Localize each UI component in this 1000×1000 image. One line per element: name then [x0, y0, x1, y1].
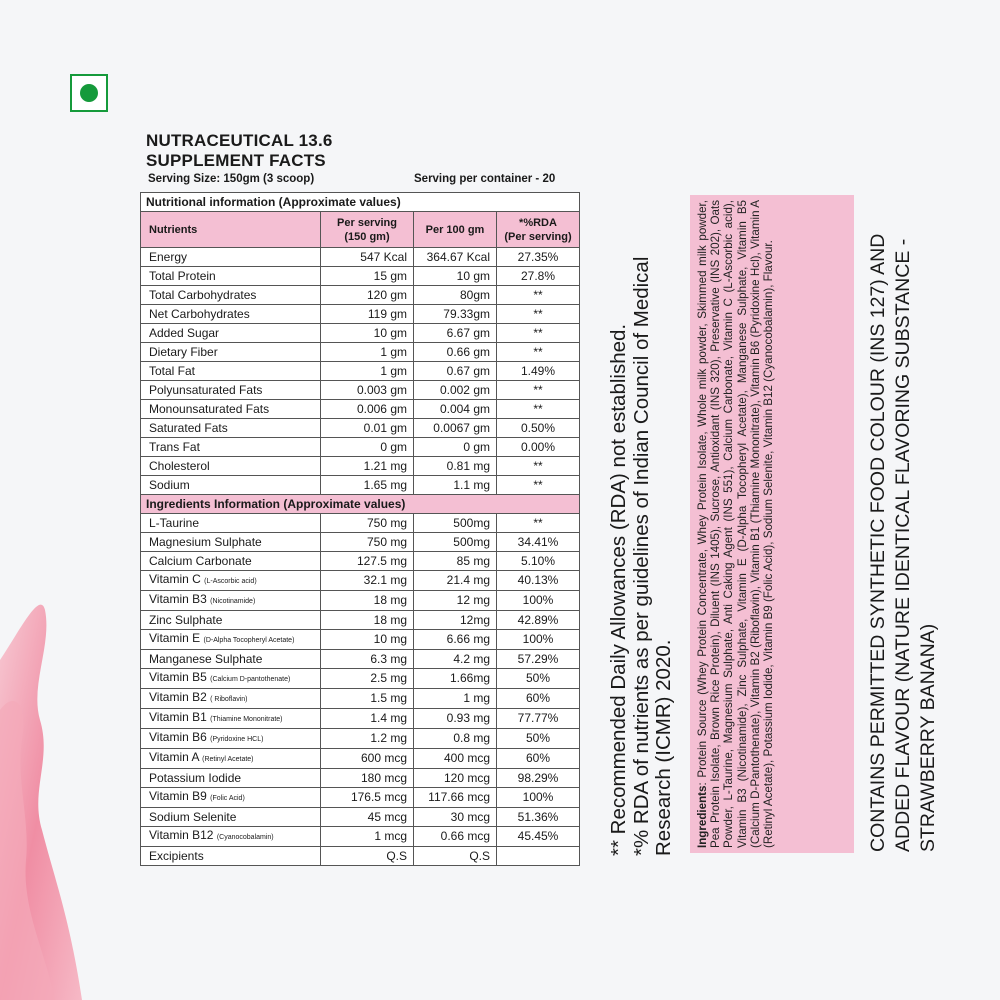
table-row — [141, 571, 580, 591]
row-rda: 100% — [497, 630, 580, 650]
row-per100: 364.67 Kcal — [414, 248, 497, 267]
nutrient-rows — [141, 248, 580, 495]
table-row — [141, 533, 580, 552]
ingredients-section-row — [141, 495, 580, 514]
contains-statement: CONTAINS PERMITTED SYNTHETIC FOOD COLOUR (INS 127) AND ADDED FLAVOUR (NATURE IDENTICAL FLAVORING SUBSTANCE - STRAWBERRY BANANA) — [867, 233, 939, 852]
row-rda: ** — [497, 305, 580, 324]
table-row — [141, 669, 580, 689]
table-row — [141, 305, 580, 324]
row-per100: 1 mg — [414, 689, 497, 709]
table-row — [141, 400, 580, 419]
row-serving: 18 mg — [321, 591, 414, 611]
row-rda: 45.45% — [497, 827, 580, 847]
row-per100: 1.1 mg — [414, 476, 497, 495]
row-per100: 0.8 mg — [414, 729, 497, 749]
table-row — [141, 286, 580, 305]
row-rda: 0.50% — [497, 419, 580, 438]
row-name: Vitamin B5 (Calcium D-pantothenate) — [141, 669, 321, 689]
row-serving: 750 mg — [321, 533, 414, 552]
row-serving: 127.5 mg — [321, 552, 414, 571]
row-serving: 0 gm — [321, 438, 414, 457]
row-rda: 0.00% — [497, 438, 580, 457]
row-serving: 600 mcg — [321, 749, 414, 769]
row-per100: 21.4 mg — [414, 571, 497, 591]
header-nutrients: Nutrients — [141, 212, 321, 248]
table-row — [141, 438, 580, 457]
row-serving: Q.S — [321, 847, 414, 866]
supplement-facts-table — [140, 192, 580, 866]
row-rda: 77.77% — [497, 709, 580, 729]
row-per100: 0.67 gm — [414, 362, 497, 381]
row-serving: 0.01 gm — [321, 419, 414, 438]
row-per100: 1.66mg — [414, 669, 497, 689]
row-per100: 500mg — [414, 514, 497, 533]
row-rda: 27.35% — [497, 248, 580, 267]
row-rda: 57.29% — [497, 650, 580, 669]
table-row — [141, 769, 580, 788]
row-per100: 30 mcg — [414, 808, 497, 827]
row-per100: 400 mcg — [414, 749, 497, 769]
row-rda: ** — [497, 476, 580, 495]
ingredients-label: Ingredients — [696, 785, 709, 848]
row-rda — [497, 847, 580, 866]
row-note: (Folic Acid) — [210, 795, 245, 802]
row-per100: 0 gm — [414, 438, 497, 457]
row-name: Total Protein — [141, 267, 321, 286]
row-name: Vitamin A (Retinyl Acetate) — [141, 749, 321, 769]
row-serving: 2.5 mg — [321, 669, 414, 689]
rda-note-not-established: ** Recommended Daily Allowances (RDA) not established. — [607, 323, 630, 856]
row-serving: 1.2 mg — [321, 729, 414, 749]
row-rda: ** — [497, 381, 580, 400]
table-row — [141, 788, 580, 808]
row-name: Vitamin B3 (Nicotinamide) — [141, 591, 321, 611]
row-per100: 0.004 gm — [414, 400, 497, 419]
table-row — [141, 591, 580, 611]
row-name: Potassium Iodide — [141, 769, 321, 788]
row-name: Vitamin B2 ( Riboflavin) — [141, 689, 321, 709]
table-row — [141, 267, 580, 286]
row-per100: Q.S — [414, 847, 497, 866]
row-serving: 119 gm — [321, 305, 414, 324]
row-name: Zinc Sulphate — [141, 611, 321, 630]
strawberry-milk-splash-image — [0, 590, 90, 1000]
table-row — [141, 749, 580, 769]
row-serving: 1.4 mg — [321, 709, 414, 729]
row-serving: 176.5 mcg — [321, 788, 414, 808]
row-name: Vitamin B12 (Cyanocobalamin) — [141, 827, 321, 847]
row-name: Sodium — [141, 476, 321, 495]
row-rda: 50% — [497, 729, 580, 749]
row-note: (Nicotinamide) — [210, 598, 256, 605]
row-rda: ** — [497, 324, 580, 343]
row-per100: 6.66 mg — [414, 630, 497, 650]
row-name: Vitamin B6 (Pyridoxine HCL) — [141, 729, 321, 749]
row-name: Net Carbohydrates — [141, 305, 321, 324]
row-rda: 100% — [497, 591, 580, 611]
row-serving: 6.3 mg — [321, 650, 414, 669]
row-name: Trans Fat — [141, 438, 321, 457]
row-name: Total Fat — [141, 362, 321, 381]
row-name: Saturated Fats — [141, 419, 321, 438]
row-rda: 50% — [497, 669, 580, 689]
row-rda: ** — [497, 514, 580, 533]
row-rda: 98.29% — [497, 769, 580, 788]
row-per100: 4.2 mg — [414, 650, 497, 669]
row-rda: 40.13% — [497, 571, 580, 591]
product-title — [146, 131, 333, 171]
row-note: (Cyanocobalamin) — [216, 834, 274, 841]
row-rda: 60% — [497, 689, 580, 709]
row-name: Vitamin C (L-Ascorbic acid) — [141, 571, 321, 591]
header-per-serving: Per serving (150 gm) — [321, 212, 414, 248]
row-note: (L-Ascorbic acid) — [204, 578, 257, 585]
row-rda: 100% — [497, 788, 580, 808]
ingredient-rows — [141, 514, 580, 866]
row-per100: 79.33gm — [414, 305, 497, 324]
serving-per-container: Serving per container - 20 — [414, 173, 556, 185]
row-rda: ** — [497, 286, 580, 305]
table-row — [141, 457, 580, 476]
row-rda: 42.89% — [497, 611, 580, 630]
row-rda: 60% — [497, 749, 580, 769]
row-serving: 120 gm — [321, 286, 414, 305]
row-serving: 1.21 mg — [321, 457, 414, 476]
table-row — [141, 419, 580, 438]
row-serving: 1 gm — [321, 343, 414, 362]
row-per100: 120 mcg — [414, 769, 497, 788]
row-per100: 0.66 mcg — [414, 827, 497, 847]
row-serving: 10 mg — [321, 630, 414, 650]
row-name: Added Sugar — [141, 324, 321, 343]
header-per-100: Per 100 gm — [414, 212, 497, 248]
row-per100: 6.67 gm — [414, 324, 497, 343]
row-rda: 34.41% — [497, 533, 580, 552]
row-name: L-Taurine — [141, 514, 321, 533]
row-rda: ** — [497, 400, 580, 419]
row-name: Monounsaturated Fats — [141, 400, 321, 419]
row-serving: 1 mcg — [321, 827, 414, 847]
table-row — [141, 514, 580, 533]
table-row — [141, 248, 580, 267]
table-row — [141, 808, 580, 827]
nutrition-section-title: Nutritional information (Approximate values) — [141, 193, 580, 212]
row-serving: 180 mcg — [321, 769, 414, 788]
row-note: (Thiamine Mononitrate) — [210, 716, 283, 723]
supplement-facts-heading: SUPPLEMENT FACTS — [146, 151, 326, 170]
row-name: Vitamin E (D-Alpha Tocopheryl Acetate) — [141, 630, 321, 650]
row-serving: 1.5 mg — [321, 689, 414, 709]
row-serving: 45 mcg — [321, 808, 414, 827]
row-name: Energy — [141, 248, 321, 267]
ingredients-section-title: Ingredients Information (Approximate values) — [141, 495, 580, 514]
table-row — [141, 729, 580, 749]
row-per100: 12 mg — [414, 591, 497, 611]
table-row — [141, 324, 580, 343]
row-serving: 10 gm — [321, 324, 414, 343]
row-serving: 0.003 gm — [321, 381, 414, 400]
row-serving: 750 mg — [321, 514, 414, 533]
row-rda: 1.49% — [497, 362, 580, 381]
row-name: Sodium Selenite — [141, 808, 321, 827]
ingredients-text: : Protein Source (Whey Protein Concentrate, Whey Protein Isolate, Whole milk powder, Skimmed milk powder, Pea Protein Isolate, Brown Rice Protein), Diluent (INS 1405), Sucrose, Antioxidant (INS 320), Preservative (INS 202), Oats Powder, L-Taurine, Magnesium Sulphate, Anti Caking Agent (INS 551), Calcium Carbonate, Vitamin C (L-Ascorbic acid), Vitamin B3 (Nicotinamide), Zinc Sulphate, Vitamin E (D-Alpha Tocopheryl Acetate), Manganese Sulphate, Vitamin B5 (Calcium D-Pantothenate), Vitamin B2 (Riboflavin), Vitamin B1 (Thiamine Mononitrate), Vitamin B6 (Pyridoxine Hcl), Vitamin A (Retinyl Acetate), Potassium Iodide, Vitamin B9 (Folic Acid), Sodium Selenite, Vitamin B12 (Cyanocobalamin), Flavour. — [696, 200, 776, 848]
row-serving: 15 gm — [321, 267, 414, 286]
row-rda: 51.36% — [497, 808, 580, 827]
row-per100: 0.0067 gm — [414, 419, 497, 438]
table-row — [141, 381, 580, 400]
row-name: Excipients — [141, 847, 321, 866]
rda-notes — [608, 191, 676, 856]
table-row — [141, 709, 580, 729]
row-rda: 27.8% — [497, 267, 580, 286]
row-note: (Calcium D-pantothenate) — [210, 676, 291, 683]
row-note: (Pyridoxine HCL) — [210, 736, 264, 743]
table-header-row — [141, 212, 580, 248]
row-name: Dietary Fiber — [141, 343, 321, 362]
table-row — [141, 630, 580, 650]
table-row — [141, 476, 580, 495]
row-serving: 547 Kcal — [321, 248, 414, 267]
table-row — [141, 827, 580, 847]
row-serving: 18 mg — [321, 611, 414, 630]
nutrition-section-row — [141, 193, 580, 212]
row-serving: 32.1 mg — [321, 571, 414, 591]
table-row — [141, 611, 580, 630]
ingredients-list — [696, 200, 775, 848]
table-row — [141, 552, 580, 571]
row-note: (Retinyl Acetate) — [202, 756, 254, 763]
row-per100: 85 mg — [414, 552, 497, 571]
serving-size: Serving Size: 150gm (3 scoop) — [148, 173, 315, 185]
row-note: (D-Alpha Tocopheryl Acetate) — [203, 637, 295, 644]
row-per100: 117.66 mcg — [414, 788, 497, 808]
table-row — [141, 343, 580, 362]
table-row — [141, 362, 580, 381]
row-name: Magnesium Sulphate — [141, 533, 321, 552]
row-serving: 0.006 gm — [321, 400, 414, 419]
header-rda: *%RDA (Per serving) — [497, 212, 580, 248]
row-serving: 1.65 mg — [321, 476, 414, 495]
row-name: Cholesterol — [141, 457, 321, 476]
table-row — [141, 847, 580, 866]
row-per100: 0.93 mg — [414, 709, 497, 729]
row-name: Vitamin B1 (Thiamine Mononitrate) — [141, 709, 321, 729]
row-per100: 0.81 mg — [414, 457, 497, 476]
row-rda: ** — [497, 457, 580, 476]
row-note: ( Riboflavin) — [210, 696, 248, 703]
rda-note-icmr: *% RDA of nutrients as per guidelines of Indian Council of Medical Research (ICMR) 2020. — [629, 256, 675, 856]
row-name: Manganese Sulphate — [141, 650, 321, 669]
row-name: Calcium Carbonate — [141, 552, 321, 571]
row-name: Total Carbohydrates — [141, 286, 321, 305]
row-per100: 10 gm — [414, 267, 497, 286]
row-per100: 500mg — [414, 533, 497, 552]
row-name: Polyunsaturated Fats — [141, 381, 321, 400]
row-name: Vitamin B9 (Folic Acid) — [141, 788, 321, 808]
row-serving: 1 gm — [321, 362, 414, 381]
table-row — [141, 689, 580, 709]
row-per100: 0.66 gm — [414, 343, 497, 362]
row-per100: 0.002 gm — [414, 381, 497, 400]
row-per100: 80gm — [414, 286, 497, 305]
product-name: NUTRACEUTICAL 13.6 — [146, 131, 333, 150]
table-row — [141, 650, 580, 669]
row-rda: ** — [497, 343, 580, 362]
row-rda: 5.10% — [497, 552, 580, 571]
veg-symbol-icon — [70, 74, 108, 112]
row-per100: 12mg — [414, 611, 497, 630]
